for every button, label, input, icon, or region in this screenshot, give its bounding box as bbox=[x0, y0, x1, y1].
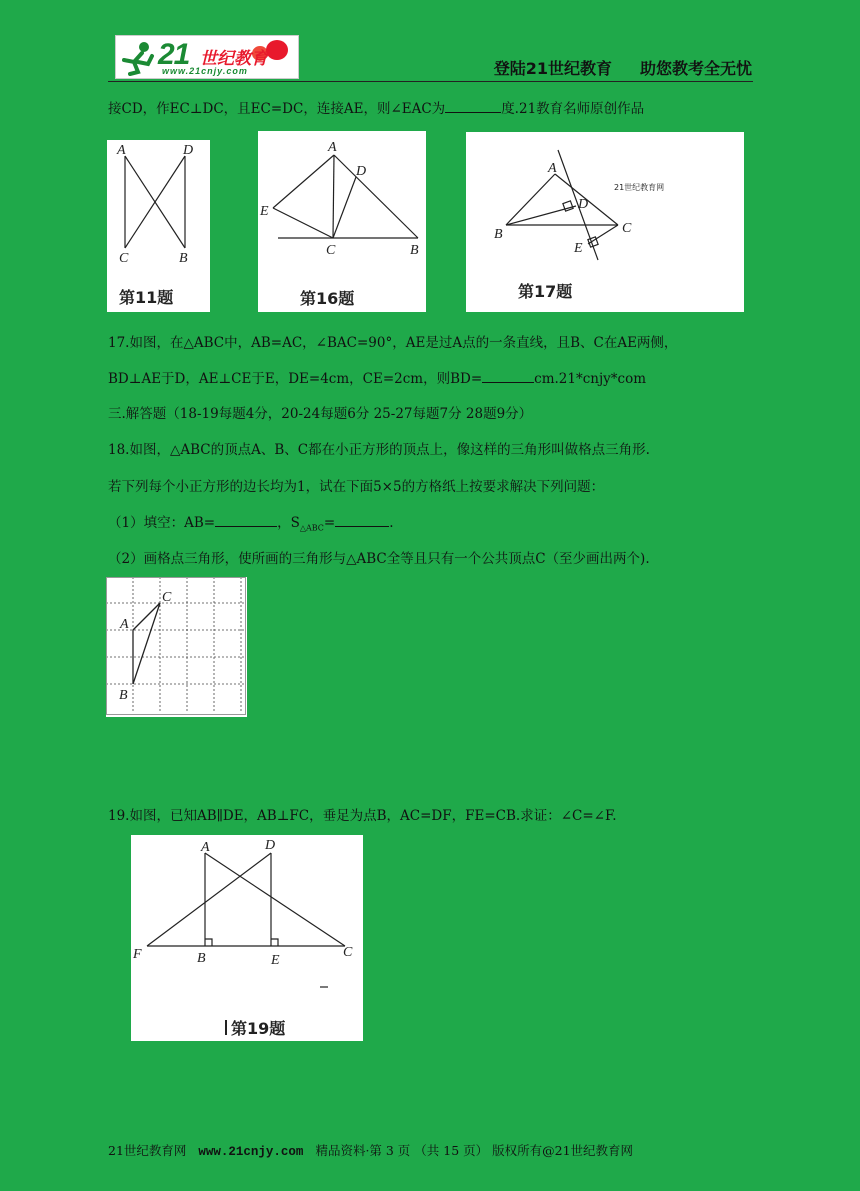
figure-17-watermark: 21世纪教育网 bbox=[614, 183, 665, 192]
slogan-left: 登陆21世纪教育 bbox=[493, 59, 612, 78]
label-e: E bbox=[574, 241, 583, 256]
label-d: D bbox=[265, 838, 276, 853]
label-c: C bbox=[326, 243, 336, 258]
figure-16 bbox=[258, 131, 426, 312]
answer-blank bbox=[445, 99, 501, 114]
logo-url: www.21cnjy.com bbox=[162, 66, 248, 76]
section-3-heading: 三.解答题（18-19每题4分，20-24每题6分 25-27每题7分 28题9分） bbox=[108, 406, 533, 422]
footer-url[interactable]: www.21cnjy.com bbox=[198, 1145, 304, 1159]
question-18-part-2: （2）画格点三角形，使所画的三角形与△ABC全等且只有一个公共顶点C（至少画出两个). bbox=[108, 551, 650, 567]
figure-16-caption: 第16题 bbox=[300, 289, 355, 308]
figure-18-drawing bbox=[106, 577, 247, 717]
answer-blank-ab bbox=[215, 513, 277, 528]
logo-text: 世纪教育 bbox=[200, 49, 268, 69]
q18-part1-s: ，S bbox=[277, 515, 300, 531]
label-b: B bbox=[494, 227, 503, 242]
question-18-line-1: 18.如图，△ABC的顶点A、B、C都在小正方形的顶点上，像这样的三角形叫做格点三角形. bbox=[108, 442, 650, 458]
q16-text-a: 接CD，作EC⊥DC，且EC=DC，连接AE，则∠EAC为 bbox=[108, 101, 446, 117]
answer-blank-area bbox=[335, 513, 389, 528]
label-c: C bbox=[343, 945, 353, 960]
q18-part1-sub: △ABC bbox=[299, 523, 324, 533]
logo-number: 21 bbox=[158, 38, 190, 71]
figure-17 bbox=[466, 132, 744, 312]
q18-part1-end: . bbox=[389, 515, 394, 531]
label-a: A bbox=[201, 840, 210, 855]
figure-17-drawing bbox=[466, 132, 744, 312]
slogan-right: 助您教考全无忧 bbox=[639, 59, 752, 78]
footer-page-info: 精品资料·第 3 页 （共 15 页） 版权所有@21世纪教育网 bbox=[315, 1143, 634, 1158]
q18-part1-eq: = bbox=[323, 515, 336, 531]
answer-blank bbox=[482, 369, 534, 384]
header-slogan bbox=[494, 56, 752, 79]
question-19: 19.如图，已知AB∥DE，AB⊥FC，垂足为点B，AC=DF，FE=CB.求证：∠C=∠F. bbox=[108, 808, 617, 824]
q16-text-b: 度.21教育名师原创作品 bbox=[501, 101, 645, 117]
label-b: B bbox=[119, 688, 128, 703]
figure-16-drawing bbox=[258, 131, 426, 312]
label-d: D bbox=[183, 143, 194, 158]
figure-19 bbox=[131, 835, 363, 1041]
figure-11-caption: 第11题 bbox=[119, 288, 174, 307]
label-a: A bbox=[548, 161, 557, 176]
label-c: C bbox=[622, 221, 632, 236]
question-18-line-2: 若下列每个小正方形的边长均为1，试在下面5×5的方格纸上按要求解决下列问题： bbox=[108, 479, 605, 495]
label-e: E bbox=[271, 953, 280, 968]
q18-part1-text: （1）填空：AB= bbox=[108, 515, 216, 531]
header-divider bbox=[108, 81, 753, 82]
label-a: A bbox=[117, 143, 126, 158]
figure-18-grid bbox=[106, 577, 247, 717]
footer-site: 21世纪教育网 bbox=[108, 1143, 187, 1158]
page-footer bbox=[108, 1141, 633, 1159]
question-18-part-1 bbox=[108, 511, 394, 533]
logo bbox=[115, 35, 299, 79]
label-f: F bbox=[133, 947, 142, 962]
label-b: B bbox=[410, 243, 419, 258]
label-c: C bbox=[162, 590, 172, 605]
label-b: B bbox=[197, 951, 206, 966]
question-16-continued bbox=[108, 97, 644, 117]
q17-text-c: cm.21*cnjy*com bbox=[534, 371, 647, 387]
q17-text-b: BD⊥AE于D，AE⊥CE于E，DE=4cm，CE=2cm，则BD= bbox=[108, 371, 483, 387]
label-d: D bbox=[356, 164, 367, 179]
runner-icon bbox=[120, 40, 156, 76]
figure-11 bbox=[107, 140, 210, 312]
figure-19-drawing bbox=[131, 835, 363, 1041]
label-e: E bbox=[260, 204, 269, 219]
label-a: A bbox=[328, 140, 337, 155]
figure-17-caption: 第17题 bbox=[518, 282, 573, 301]
figure-19-caption: 第19题 bbox=[231, 1019, 286, 1038]
label-d: D bbox=[578, 197, 589, 212]
label-c: C bbox=[119, 251, 129, 266]
label-a: A bbox=[120, 617, 129, 632]
apple-icon-2 bbox=[266, 40, 288, 60]
label-b: B bbox=[179, 251, 188, 266]
question-17-line-2 bbox=[108, 367, 646, 387]
question-17-line-1: 17.如图，在△ABC中，AB=AC，∠BAC=90°，AE是过A点的一条直线，且B、C在AE两侧， bbox=[108, 335, 678, 351]
